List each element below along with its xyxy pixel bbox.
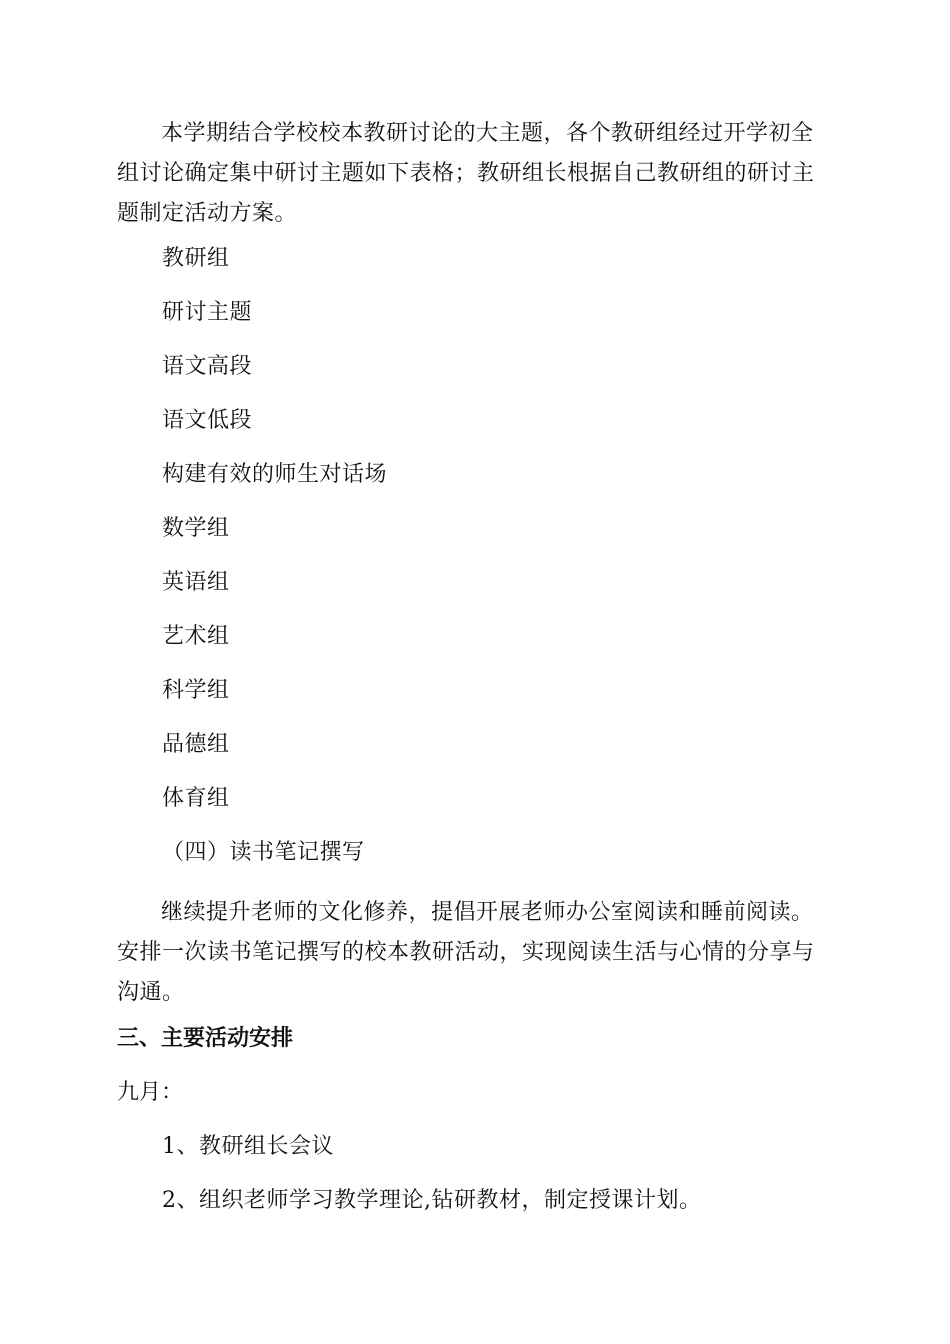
table-line-topic-header: 研讨主题 bbox=[162, 300, 253, 325]
section-three-heading: 三、主要活动安排 bbox=[117, 1026, 294, 1051]
september-item-2: 2、组织老师学习教学理论,钻研教材，制定授课计划。 bbox=[162, 1188, 702, 1213]
section-four-paragraph: 继续提升老师的文化修养，提倡开展老师办公室阅读和睡前阅读。安排一次读书笔记撰写的校本教研活动，实现阅读生活与心情的分享与沟通。 bbox=[117, 900, 815, 1005]
table-line-english: 英语组 bbox=[162, 570, 230, 595]
table-line-morality: 品德组 bbox=[162, 732, 230, 757]
table-line-art: 艺术组 bbox=[162, 624, 230, 649]
month-label: 九月： bbox=[117, 1080, 184, 1105]
table-line-topic: 构建有效的师生对话场 bbox=[162, 462, 388, 487]
table-line-science: 科学组 bbox=[162, 678, 230, 703]
section-four-title: （四）读书笔记撰写 bbox=[162, 840, 365, 865]
table-line-pe: 体育组 bbox=[162, 786, 230, 811]
table-line-chinese-upper: 语文高段 bbox=[162, 354, 253, 379]
table-line-math: 数学组 bbox=[162, 516, 230, 541]
table-line-chinese-lower: 语文低段 bbox=[162, 408, 253, 433]
intro-paragraph: 本学期结合学校校本教研讨论的大主题，各个教研组经过开学初全组讨论确定集中研讨主题如下表格；教研组长根据自己教研组的研讨主题制定活动方案。 bbox=[117, 121, 815, 226]
september-item-1: 1、教研组长会议 bbox=[162, 1134, 334, 1159]
table-line-group-header: 教研组 bbox=[162, 246, 230, 271]
